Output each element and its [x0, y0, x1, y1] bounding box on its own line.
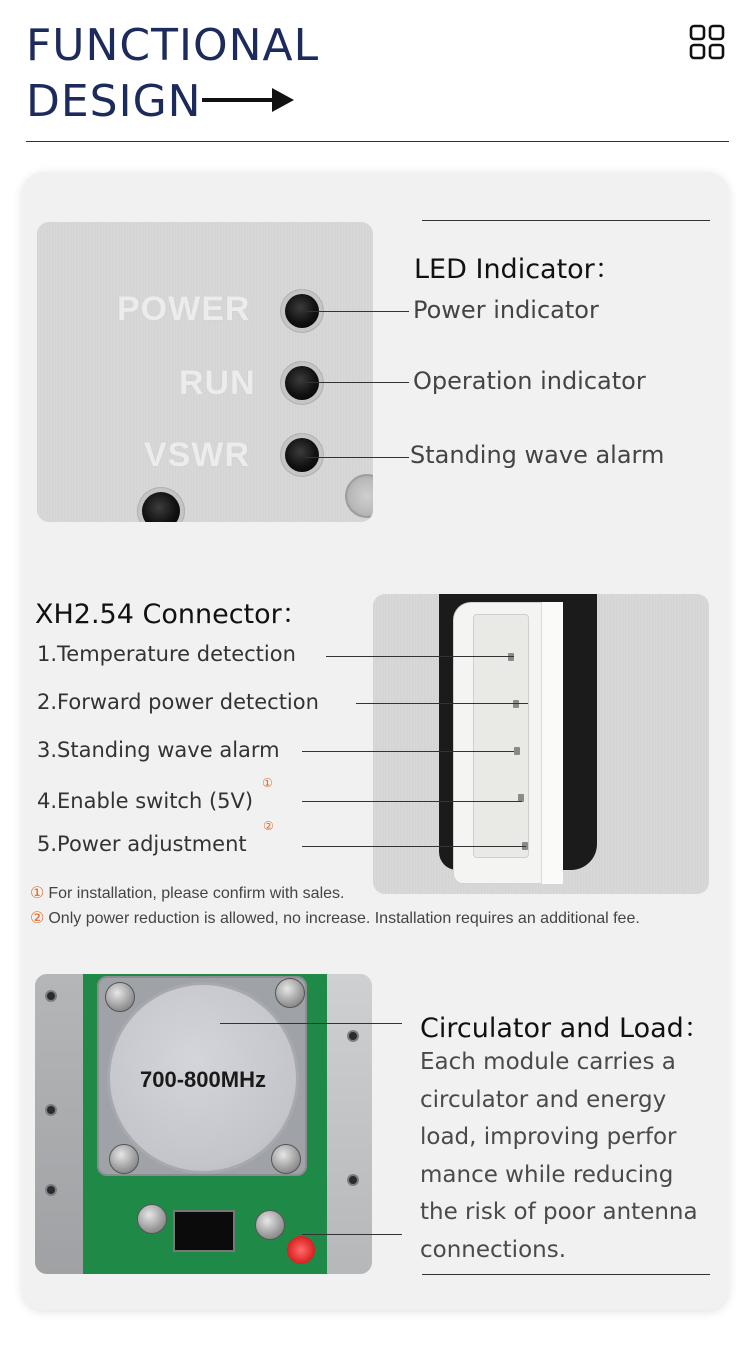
footnote-1-mark: ① [30, 885, 45, 902]
footnote-1-text: For installation, please confirm with sales. [48, 885, 345, 902]
description-line: Each module carries a [420, 1049, 676, 1075]
mount-hole [45, 1184, 57, 1196]
footnote-1 [30, 883, 344, 903]
connector-pin [513, 700, 519, 708]
description-line: mance while reducing [420, 1161, 674, 1188]
circulator-description [420, 1044, 710, 1269]
footnote-mark-2: ② [263, 819, 274, 833]
screw-icon [105, 982, 135, 1012]
screw-icon [255, 1210, 285, 1240]
connector-item-3: 3.Standing wave alarm [37, 738, 280, 762]
vswr-led [285, 438, 319, 472]
power-indicator-label: Power indicator [413, 296, 599, 324]
standing-wave-alarm-label: Standing wave alarm [410, 441, 665, 469]
description-line: circulator and energy [420, 1086, 667, 1113]
connector-item-1: 1.Temperature detection [37, 642, 296, 666]
section-rule-top [422, 220, 710, 221]
heatsink-left [35, 974, 83, 1274]
mount-hole [142, 492, 180, 522]
leader-line [356, 703, 528, 704]
frequency-label: 700-800MHz [140, 1067, 266, 1092]
leader-line [302, 1234, 402, 1235]
page-title-line-1: FUNCTIONAL [26, 20, 320, 71]
description-line: load, improving perfor [420, 1124, 677, 1150]
connector-item-5: 5.Power adjustment [37, 832, 247, 856]
section-rule-bottom [422, 1274, 710, 1275]
right-arrow-icon [202, 88, 294, 112]
footnote-2-text: Only power reduction is allowed, no increase. Installation requires an additional fee. [48, 910, 640, 927]
leader-line [305, 457, 409, 458]
page-title-line-2: DESIGN [26, 76, 202, 127]
leader-line [302, 846, 526, 847]
led-panel-photo [37, 222, 373, 522]
leader-line [305, 382, 409, 383]
load-resistor [173, 1210, 235, 1252]
grid-menu-icon[interactable] [689, 24, 725, 60]
panel-label-vswr: VSWR [144, 436, 250, 474]
mount-hole [347, 1174, 359, 1186]
connector-heading: XH2.54 Connector： [35, 599, 309, 630]
mount-hole [347, 1030, 359, 1042]
screw-icon [137, 1204, 167, 1234]
screw-icon [109, 1144, 139, 1174]
footnote-mark-1: ① [262, 776, 273, 790]
screw-icon [271, 1144, 301, 1174]
leader-line [302, 801, 522, 802]
leader-line [305, 311, 409, 312]
circulator-board-photo [35, 974, 372, 1274]
circulator-heading: Circulator and Load： [420, 1013, 711, 1044]
connector-pin-slot [473, 614, 529, 858]
heatsink-right [327, 974, 372, 1274]
leader-line [326, 656, 514, 657]
connector-item-4: 4.Enable switch (5V) [37, 789, 254, 813]
description-line: the risk of poor antenna [420, 1199, 698, 1225]
mount-hole [45, 1104, 57, 1116]
connector-latch [541, 602, 563, 884]
connector-pin [514, 747, 520, 755]
leader-line [302, 751, 514, 752]
screw-icon [345, 474, 373, 518]
connector-pin [508, 653, 514, 661]
mount-hole [45, 990, 57, 1002]
panel-label-power: POWER [117, 290, 251, 328]
panel-label-run: RUN [179, 364, 256, 402]
connector-photo [373, 594, 709, 894]
red-component [287, 1236, 315, 1264]
run-led [285, 366, 319, 400]
header-divider [26, 141, 729, 142]
description-line: connections. [420, 1236, 567, 1263]
operation-indicator-label: Operation indicator [413, 367, 646, 395]
footnote-2 [30, 908, 640, 928]
footnote-2-mark: ② [30, 910, 45, 927]
leader-line [220, 1023, 402, 1024]
led-heading: LED Indicator： [414, 254, 622, 285]
screw-icon [275, 978, 305, 1008]
connector-item-2: 2.Forward power detection [37, 690, 319, 714]
